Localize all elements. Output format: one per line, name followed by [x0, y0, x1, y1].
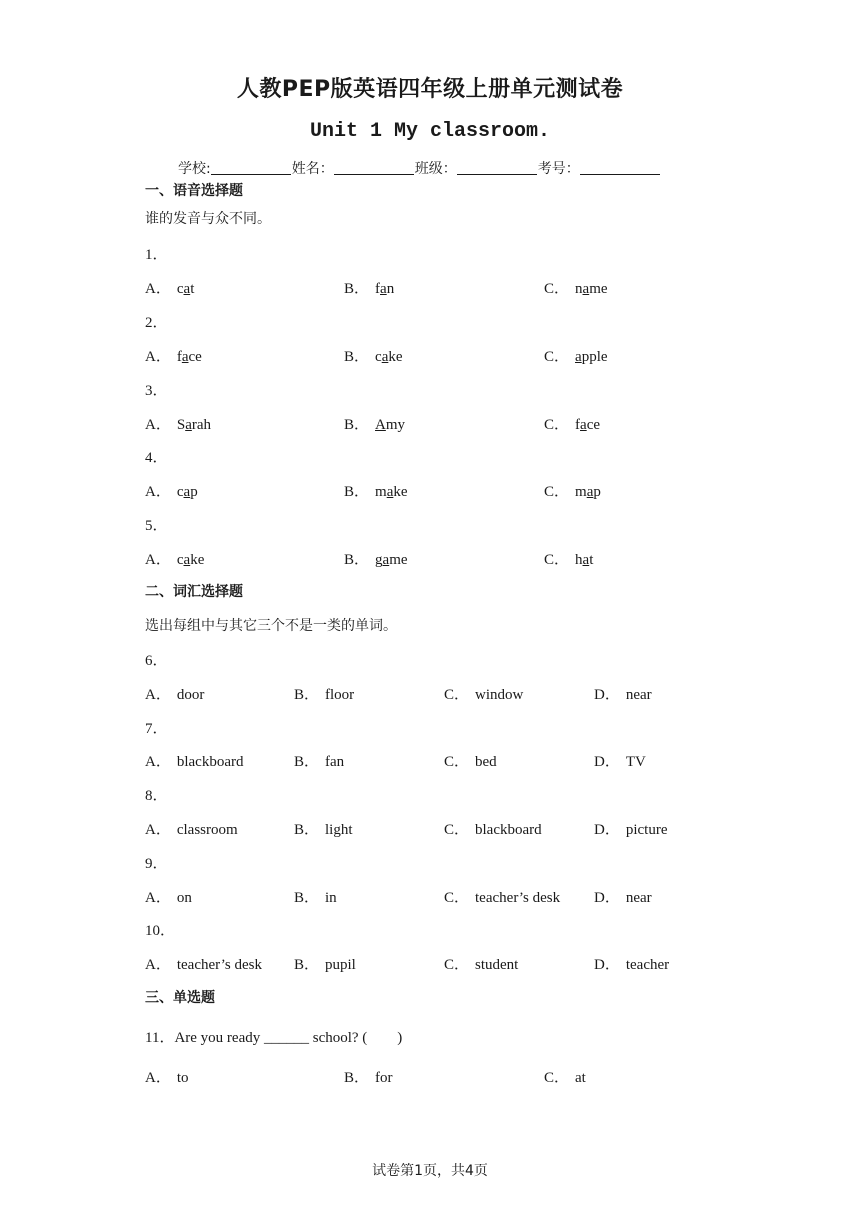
option-letter: C．	[544, 1070, 570, 1086]
option-text: in	[325, 890, 337, 906]
option-text: bed	[475, 754, 497, 770]
name-label: 姓名：	[291, 161, 334, 177]
word-part: f	[176, 349, 182, 365]
option-b[interactable]	[344, 548, 408, 569]
underlined-letter: a	[582, 281, 590, 297]
word-part: ke	[393, 484, 408, 500]
question-number: 3．	[145, 383, 168, 399]
underlined-letter: a	[183, 552, 191, 568]
option-a[interactable]	[145, 953, 262, 974]
option-letter: C．	[444, 687, 470, 703]
section-heading-phonics: 一、语音选择题	[145, 183, 243, 199]
option-text: floor	[325, 687, 355, 703]
option-a[interactable]	[145, 1066, 189, 1087]
option-text: student	[475, 957, 519, 973]
underlined-letter: a	[185, 417, 192, 433]
option-text: window	[475, 687, 524, 703]
option-letter: B．	[294, 822, 320, 838]
option-text: for	[375, 1070, 393, 1086]
word-part: n	[575, 281, 583, 297]
question-number: 7．	[145, 721, 168, 737]
word-part: c	[176, 281, 184, 297]
option-b[interactable]	[294, 953, 356, 974]
option-letter: C．	[444, 754, 470, 770]
option-text: blackboard	[176, 754, 244, 770]
option-text: TV	[625, 754, 646, 770]
section-heading-vocabulary: 二、词汇选择题	[145, 584, 243, 600]
option-d[interactable]	[594, 750, 646, 771]
underlined-letter: a	[181, 349, 189, 365]
underlined-letter: a	[380, 281, 387, 297]
option-letter: B．	[344, 417, 370, 433]
option-letter: A．	[145, 281, 171, 297]
option-text: near	[625, 890, 652, 906]
option-letter: C．	[444, 890, 470, 906]
question-number: 5．	[145, 518, 168, 534]
word-part: h	[575, 552, 583, 568]
class-blank[interactable]	[457, 160, 537, 175]
option-b[interactable]	[294, 886, 337, 907]
word-part: rah	[191, 417, 212, 433]
underlined-letter: a	[382, 552, 390, 568]
word-part: ke	[190, 552, 205, 568]
option-letter: C．	[444, 822, 470, 838]
underlined-letter: a	[580, 417, 587, 433]
question-stem: 11．Are you ready ______ school? ( )	[145, 1030, 403, 1046]
word-part: t	[589, 552, 594, 568]
word-part: c	[176, 484, 184, 500]
option-a[interactable]	[145, 345, 202, 366]
option-letter: B．	[294, 890, 320, 906]
option-letter: D．	[594, 754, 620, 770]
word-part: c	[375, 349, 382, 365]
option-letter: B．	[344, 349, 370, 365]
option-letter: C．	[444, 957, 470, 973]
option-c[interactable]	[444, 683, 523, 704]
word-part: me	[589, 281, 608, 297]
option-c[interactable]	[544, 1066, 586, 1087]
option-d[interactable]	[594, 683, 652, 704]
option-text: light	[325, 822, 353, 838]
word-part: f	[375, 281, 381, 297]
option-letter: C．	[544, 552, 570, 568]
word-part: pple	[581, 349, 608, 365]
underlined-letter: a	[183, 281, 191, 297]
question-number: 10．	[145, 923, 176, 939]
option-b[interactable]	[344, 345, 403, 366]
option-text: teacher	[625, 957, 670, 973]
option-letter: B．	[294, 957, 320, 973]
option-letter: D．	[594, 822, 620, 838]
option-text: blackboard	[475, 822, 542, 838]
option-letter: A．	[145, 957, 171, 973]
option-text: near	[625, 687, 652, 703]
word-part: p	[190, 484, 198, 500]
option-a[interactable]	[145, 818, 238, 839]
option-letter: C．	[544, 484, 570, 500]
option-a[interactable]	[145, 480, 198, 501]
underlined-letter: a	[381, 349, 389, 365]
option-b[interactable]	[344, 413, 405, 434]
option-c[interactable]	[444, 818, 542, 839]
section-instruction-vocabulary: 选出每组中与其它三个不是一类的单词。	[145, 618, 397, 634]
word-part: me	[389, 552, 408, 568]
option-text: at	[575, 1070, 586, 1086]
question-number: 2．	[145, 315, 168, 331]
option-b[interactable]	[344, 277, 394, 298]
word-part: ce	[188, 349, 202, 365]
section-heading-single-choice: 三、单选题	[145, 990, 215, 1006]
word-part: ce	[586, 417, 601, 433]
option-c[interactable]	[544, 345, 608, 366]
option-letter: D．	[594, 890, 620, 906]
underlined-letter: a	[582, 552, 590, 568]
option-text: pupil	[325, 957, 356, 973]
option-c[interactable]	[444, 886, 560, 907]
word-part: m	[575, 484, 587, 500]
word-part: S	[176, 417, 186, 433]
option-text: teacher’s desk	[176, 957, 262, 973]
option-b[interactable]	[344, 1066, 393, 1087]
underlined-letter: A	[375, 417, 386, 433]
option-letter: A．	[145, 822, 171, 838]
school-label: 学校:	[178, 161, 211, 177]
option-b[interactable]	[294, 818, 353, 839]
question-number: 9．	[145, 856, 168, 872]
option-letter: A．	[145, 1070, 171, 1086]
option-letter: D．	[594, 687, 620, 703]
question-number: 8．	[145, 788, 168, 804]
underlined-letter: a	[183, 484, 191, 500]
option-letter: D．	[594, 957, 620, 973]
student-info-line	[178, 158, 661, 178]
option-c[interactable]	[544, 413, 600, 434]
option-c[interactable]	[444, 750, 497, 771]
word-part: my	[385, 417, 406, 433]
option-letter: C．	[544, 281, 570, 297]
section-instruction-phonics: 谁的发音与众不同。	[145, 211, 271, 227]
underlined-letter: a	[386, 484, 394, 500]
option-letter: A．	[145, 552, 171, 568]
option-a[interactable]	[145, 683, 204, 704]
word-part: m	[375, 484, 387, 500]
option-text: teacher’s desk	[475, 890, 561, 906]
option-c[interactable]	[544, 548, 593, 569]
option-a[interactable]	[145, 750, 243, 771]
option-a[interactable]	[145, 413, 211, 434]
option-letter: B．	[344, 552, 370, 568]
option-a[interactable]	[145, 277, 194, 298]
word-part: n	[386, 281, 395, 297]
option-letter: B．	[344, 281, 370, 297]
option-a[interactable]	[145, 886, 192, 907]
word-part: f	[575, 417, 581, 433]
option-c[interactable]	[544, 480, 601, 501]
option-letter: A．	[145, 417, 171, 433]
exam-no-blank[interactable]	[580, 160, 660, 175]
option-c[interactable]	[444, 953, 518, 974]
option-b[interactable]	[344, 480, 408, 501]
option-letter: A．	[145, 687, 171, 703]
option-letter: C．	[544, 349, 570, 365]
word-part: p	[593, 484, 601, 500]
question-number: 6．	[145, 653, 168, 669]
page-footer: 试卷第1页，共4页	[372, 1163, 488, 1179]
unit-subtitle: Unit 1 My classroom.	[309, 120, 551, 143]
option-letter: A．	[145, 349, 171, 365]
option-text: classroom	[176, 822, 238, 838]
exam-title: 人教PEP版英语四年级上册单元测试卷	[236, 77, 624, 102]
exam-no-label: 考号：	[537, 161, 580, 177]
word-part: ke	[388, 349, 403, 365]
option-letter: A．	[145, 890, 171, 906]
word-part: g	[375, 552, 383, 568]
option-d[interactable]	[594, 818, 668, 839]
option-text: on	[176, 890, 192, 906]
option-letter: A．	[145, 754, 171, 770]
option-letter: B．	[344, 484, 370, 500]
option-text: to	[176, 1070, 189, 1086]
underlined-letter: a	[586, 484, 594, 500]
option-text: door	[176, 687, 205, 703]
option-d[interactable]	[594, 953, 669, 974]
option-text: fan	[325, 754, 345, 770]
option-letter: B．	[344, 1070, 370, 1086]
option-letter: C．	[544, 417, 570, 433]
option-letter: A．	[145, 484, 171, 500]
option-b[interactable]	[294, 750, 344, 771]
option-b[interactable]	[294, 683, 354, 704]
word-part: c	[176, 552, 184, 568]
question-number: 1．	[145, 247, 168, 263]
option-c[interactable]	[544, 277, 608, 298]
name-blank[interactable]	[334, 160, 414, 175]
option-letter: B．	[294, 754, 320, 770]
option-d[interactable]	[594, 886, 652, 907]
option-a[interactable]	[145, 548, 204, 569]
school-blank[interactable]	[211, 160, 291, 175]
underlined-letter: a	[575, 349, 582, 365]
class-label: 班级：	[414, 161, 457, 177]
question-number: 4．	[145, 450, 168, 466]
word-part: t	[190, 281, 195, 297]
option-text: picture	[625, 822, 668, 838]
option-letter: B．	[294, 687, 320, 703]
